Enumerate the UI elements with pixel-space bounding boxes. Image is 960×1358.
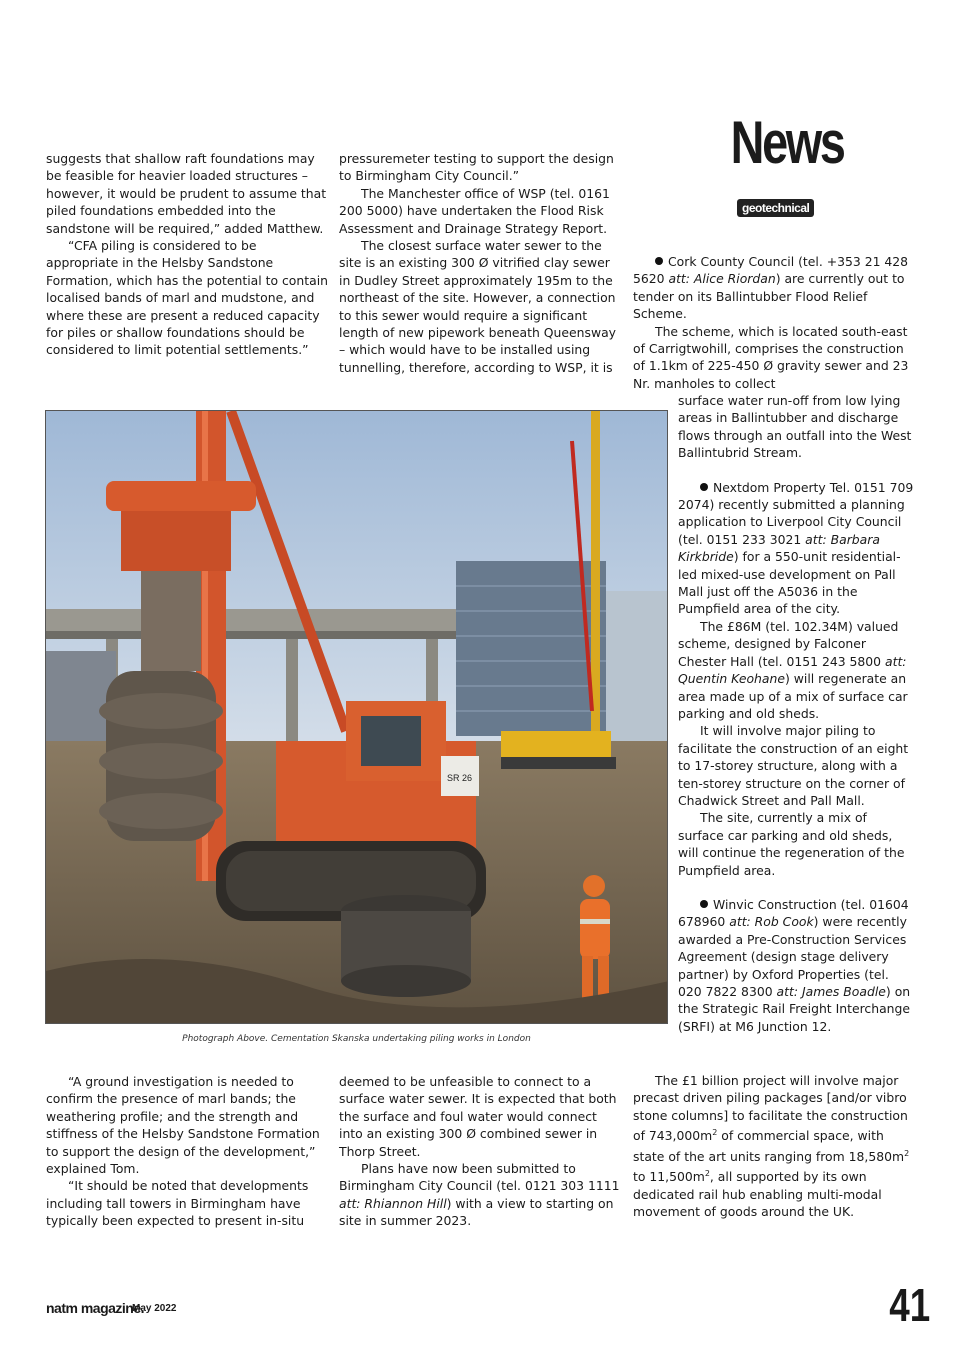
news-item-winvic: Winvic Construction (tel. 01604 678960 att: Rob Cook) were recently awarded a Pre-Construction Services Agreement (design stage delivery partner) by Oxford Properties (tel. 020 7822 8300 att: James Boadle) on the Strategic Rail Freight Interchange (SRFI) at M6 Junction 12. <box>678 896 911 1034</box>
paragraph: “CFA piling is considered to be appropriate in the Helsby Sandstone Formation, which has the potential to contain localised bands of marl and mudstone, and where these are present a reduced capacity for piles or shallow foundations should be considered to limit potential settlements.” <box>46 238 328 358</box>
paragraph: The £1 billion project will involve major precast driven piling packages [and/or vibro stone columns] to facilitate the construction of $743,000m^2$ of commercial space, with state of the art units ranging from $18,580m^2$ to $11,500m^2$, all supported by its own dedicated rail hub enabling multi-modal movement of goods around the UK. <box>633 1073 910 1220</box>
column-1-top <box>46 150 328 359</box>
paragraph: The Manchester office of WSP (tel. 0161 200 5000) have undertaken the Flood Risk Assessment and Drainage Strategy Report. <box>339 185 610 236</box>
news-column-narrow <box>678 392 916 1035</box>
photo-caption: Photograph Above. Cementation Skanska undertaking piling works in London <box>182 1034 531 1044</box>
news-column-lower <box>633 1072 915 1221</box>
piling-rig-photo <box>45 410 668 1024</box>
paragraph: surface water run-off from low lying areas in Ballintubber and discharge flows through an outfall into the West Ballintubrid Stream. <box>678 393 912 461</box>
column-2-bottom <box>339 1073 622 1230</box>
paragraph: The closest surface water sewer to the site is an existing 300 Ø vitrified clay sewer in Dudley Street approximately 195m to the northeast of the site. However, a connection to this sewer would require a significant length of new pipework beneath Queensway – which would have to be installed using tunnelling, therefore, according to WSP, it is <box>339 238 617 375</box>
footer-publication: natm magazine. <box>46 1300 145 1316</box>
paragraph: Plans have now been submitted to Birmingham City Council (tel. 0121 303 1111 att: Rhiannon Hill) with a view to starting on site in summer 2023. <box>339 1161 620 1229</box>
paragraph: “A ground investigation is needed to confirm the presence of marl bands; the weathering profile; and the strength and stiffness of the Helsby Sandstone Formation to support the design of the development,” explained Tom. <box>46 1074 320 1177</box>
paragraph: The scheme, which is located south-east of Carrigtwohill, comprises the construction of 1.1km of 225-450 Ø gravity sewer and 23 Nr. manholes to collect <box>633 323 909 391</box>
news-item-nextdom: Nextdom Property Tel. 0151 709 2074) recently submitted a planning application to Liverpool City Council (tel. 0151 233 3021 att: Barbara Kirkbride) for a 550-unit residential-led mixed-use development on Pall Mall just off the A5036 in the Pumpfield area of the city. <box>678 479 914 617</box>
column-1-bottom <box>46 1073 326 1230</box>
paragraph: pressuremeter testing to support the design to Birmingham City Council.” <box>339 151 614 184</box>
news-column-upper <box>633 253 915 392</box>
section-tag: geotechnical <box>737 199 814 217</box>
paragraph: The site, currently a mix of surface car parking and old sheds, will continue the regeneration of the Pumpfield area. <box>678 810 905 878</box>
news-item-cork: Cork County Council (tel. +353 21 428 5620 att: Alice Riordan) are currently out to tender on its Ballintubber Flood Relief Scheme. <box>633 254 909 322</box>
page-number: 41 <box>889 1279 930 1331</box>
column-2-top <box>339 150 622 376</box>
paragraph: The £86M (tel. 102.34M) valued scheme, designed by Falconer Chester Hall (tel. 0151 243 5800 att: Quentin Keohane) will regenerate an area made up of a mix of surface car parking and old sheds. <box>678 618 908 721</box>
bullet-icon <box>700 900 708 908</box>
masthead-news: News <box>730 109 844 176</box>
bullet-icon <box>700 483 708 491</box>
paragraph: It will involve major piling to facilitate the construction of an eight to 17-storey structure, along with a ten-storey structure on the corner of Chadwick Street and Pall Mall. <box>678 723 909 808</box>
bullet-icon <box>655 257 663 265</box>
rig-stencil: SR 26 <box>447 773 473 783</box>
paragraph: “It should be noted that developments including tall towers in Birmingham have typically been expected to present in-situ <box>46 1178 309 1229</box>
paragraph: suggests that shallow raft foundations may be feasible for heavier loaded structures – however, it would be prudent to assume that piled foundations embedded into the sandstone will be required,” added Matthew. <box>46 151 327 236</box>
paragraph: deemed to be unfeasible to connect to a surface water sewer. It is expected that both the surface and foul water would connect into an existing 300 Ø combined sewer in Thorp Street. <box>339 1074 617 1159</box>
footer-date: May 2022 <box>132 1303 177 1314</box>
